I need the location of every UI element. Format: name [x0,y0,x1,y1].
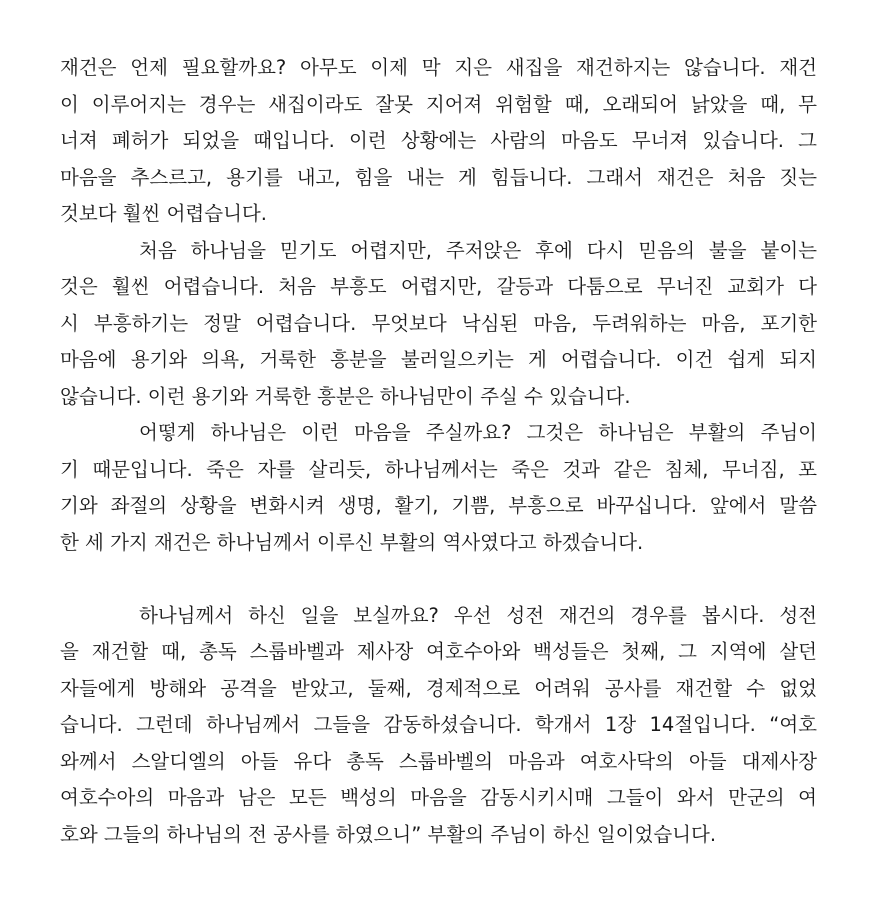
paragraph-4 [60,598,817,854]
text-line: 않습니다. 이런 용기와 거룩한 흥분은 하나님만이 주실 수 있습니다. [60,384,631,408]
text-line: 것보다 훨씬 어렵습니다. [60,202,267,225]
text-line: 기 때문입니다. 죽은 자를 살리듯, 하나님께서는 죽은 것과 같은 침체, 무너짐, 포 [60,457,817,481]
text-line: 시 부흥하기는 정말 어렵습니다. 무엇보다 낙심된 마음, 두려워하는 마음, 포기한 [60,311,817,335]
text-line: 여호수아의 마음과 남은 모든 백성의 마음을 감동시키시매 그들이 와서 만군의 여 [60,786,817,809]
paragraph-2 [60,233,817,416]
text-line: 한 세 가지 재건은 하나님께서 이루신 부활의 역사였다고 하겠습니다. [60,530,644,554]
text-line: 이 이루어지는 경우는 새집이라도 잘못 지어져 위험할 때, 오래되어 낡았을 때, 무 [60,92,817,116]
text-line: 호와 그들의 하나님의 전 공사를 하였으니” 부활의 주님이 하신 일이었습니다. [60,822,717,846]
text-line: 재건은 언제 필요할까요? 아무도 이제 막 지은 새집을 재건하지는 않습니다. 재건 [60,56,817,79]
text-line: 어떻게 하나님은 이런 마음을 주실까요? 그것은 하나님은 부활의 주님이 [139,421,817,444]
text-line: 것은 훨씬 어렵습니다. 처음 부흥도 어렵지만, 갈등과 다툼으로 무너진 교회가 다 [60,275,817,298]
text-line: 기와 좌절의 상황을 변화시켜 생명, 활기, 기쁨, 부흥으로 바꾸십니다. 앞에서 말씀 [60,494,817,517]
text-line: 마음에 용기와 의욕, 거룩한 흥분을 불러일으키는 게 어렵습니다. 이건 쉽게 되지 [60,348,817,371]
paragraph-1 [60,50,817,233]
paragraph-3 [60,415,817,561]
text-line: 마음을 추스르고, 용기를 내고, 힘을 내는 게 힘듭니다. 그래서 재건은 처음 짓는 [60,165,817,189]
text-line: 와께서 스알디엘의 아들 유다 총독 스룹바벨의 마음과 여호사닥의 아들 대제사장 [60,749,817,773]
text-line: 처음 하나님을 믿기도 어렵지만, 주저앉은 후에 다시 믿음의 불을 붙이는 [139,238,817,262]
text-line: 을 재건할 때, 총독 스룹바벨과 제사장 여호수아와 백성들은 첫째, 그 지역에 살던 [60,640,817,663]
text-line: 하나님께서 하신 일을 보실까요? 우선 성전 재건의 경우를 봅시다. 성전 [139,603,817,627]
paragraph-spacer [60,561,817,598]
text-line: 습니다. 그런데 하나님께서 그들을 감동하셨습니다. 학개서 1장 14절입니다. “여호 [60,713,817,736]
text-line: 자들에게 방해와 공격을 받았고, 둘째, 경제적으로 어려워 공사를 재건할 수 없었 [60,676,817,700]
text-line: 너져 폐허가 되었을 때입니다. 이런 상황에는 사람의 마음도 무너져 있습니다. 그 [60,129,817,152]
